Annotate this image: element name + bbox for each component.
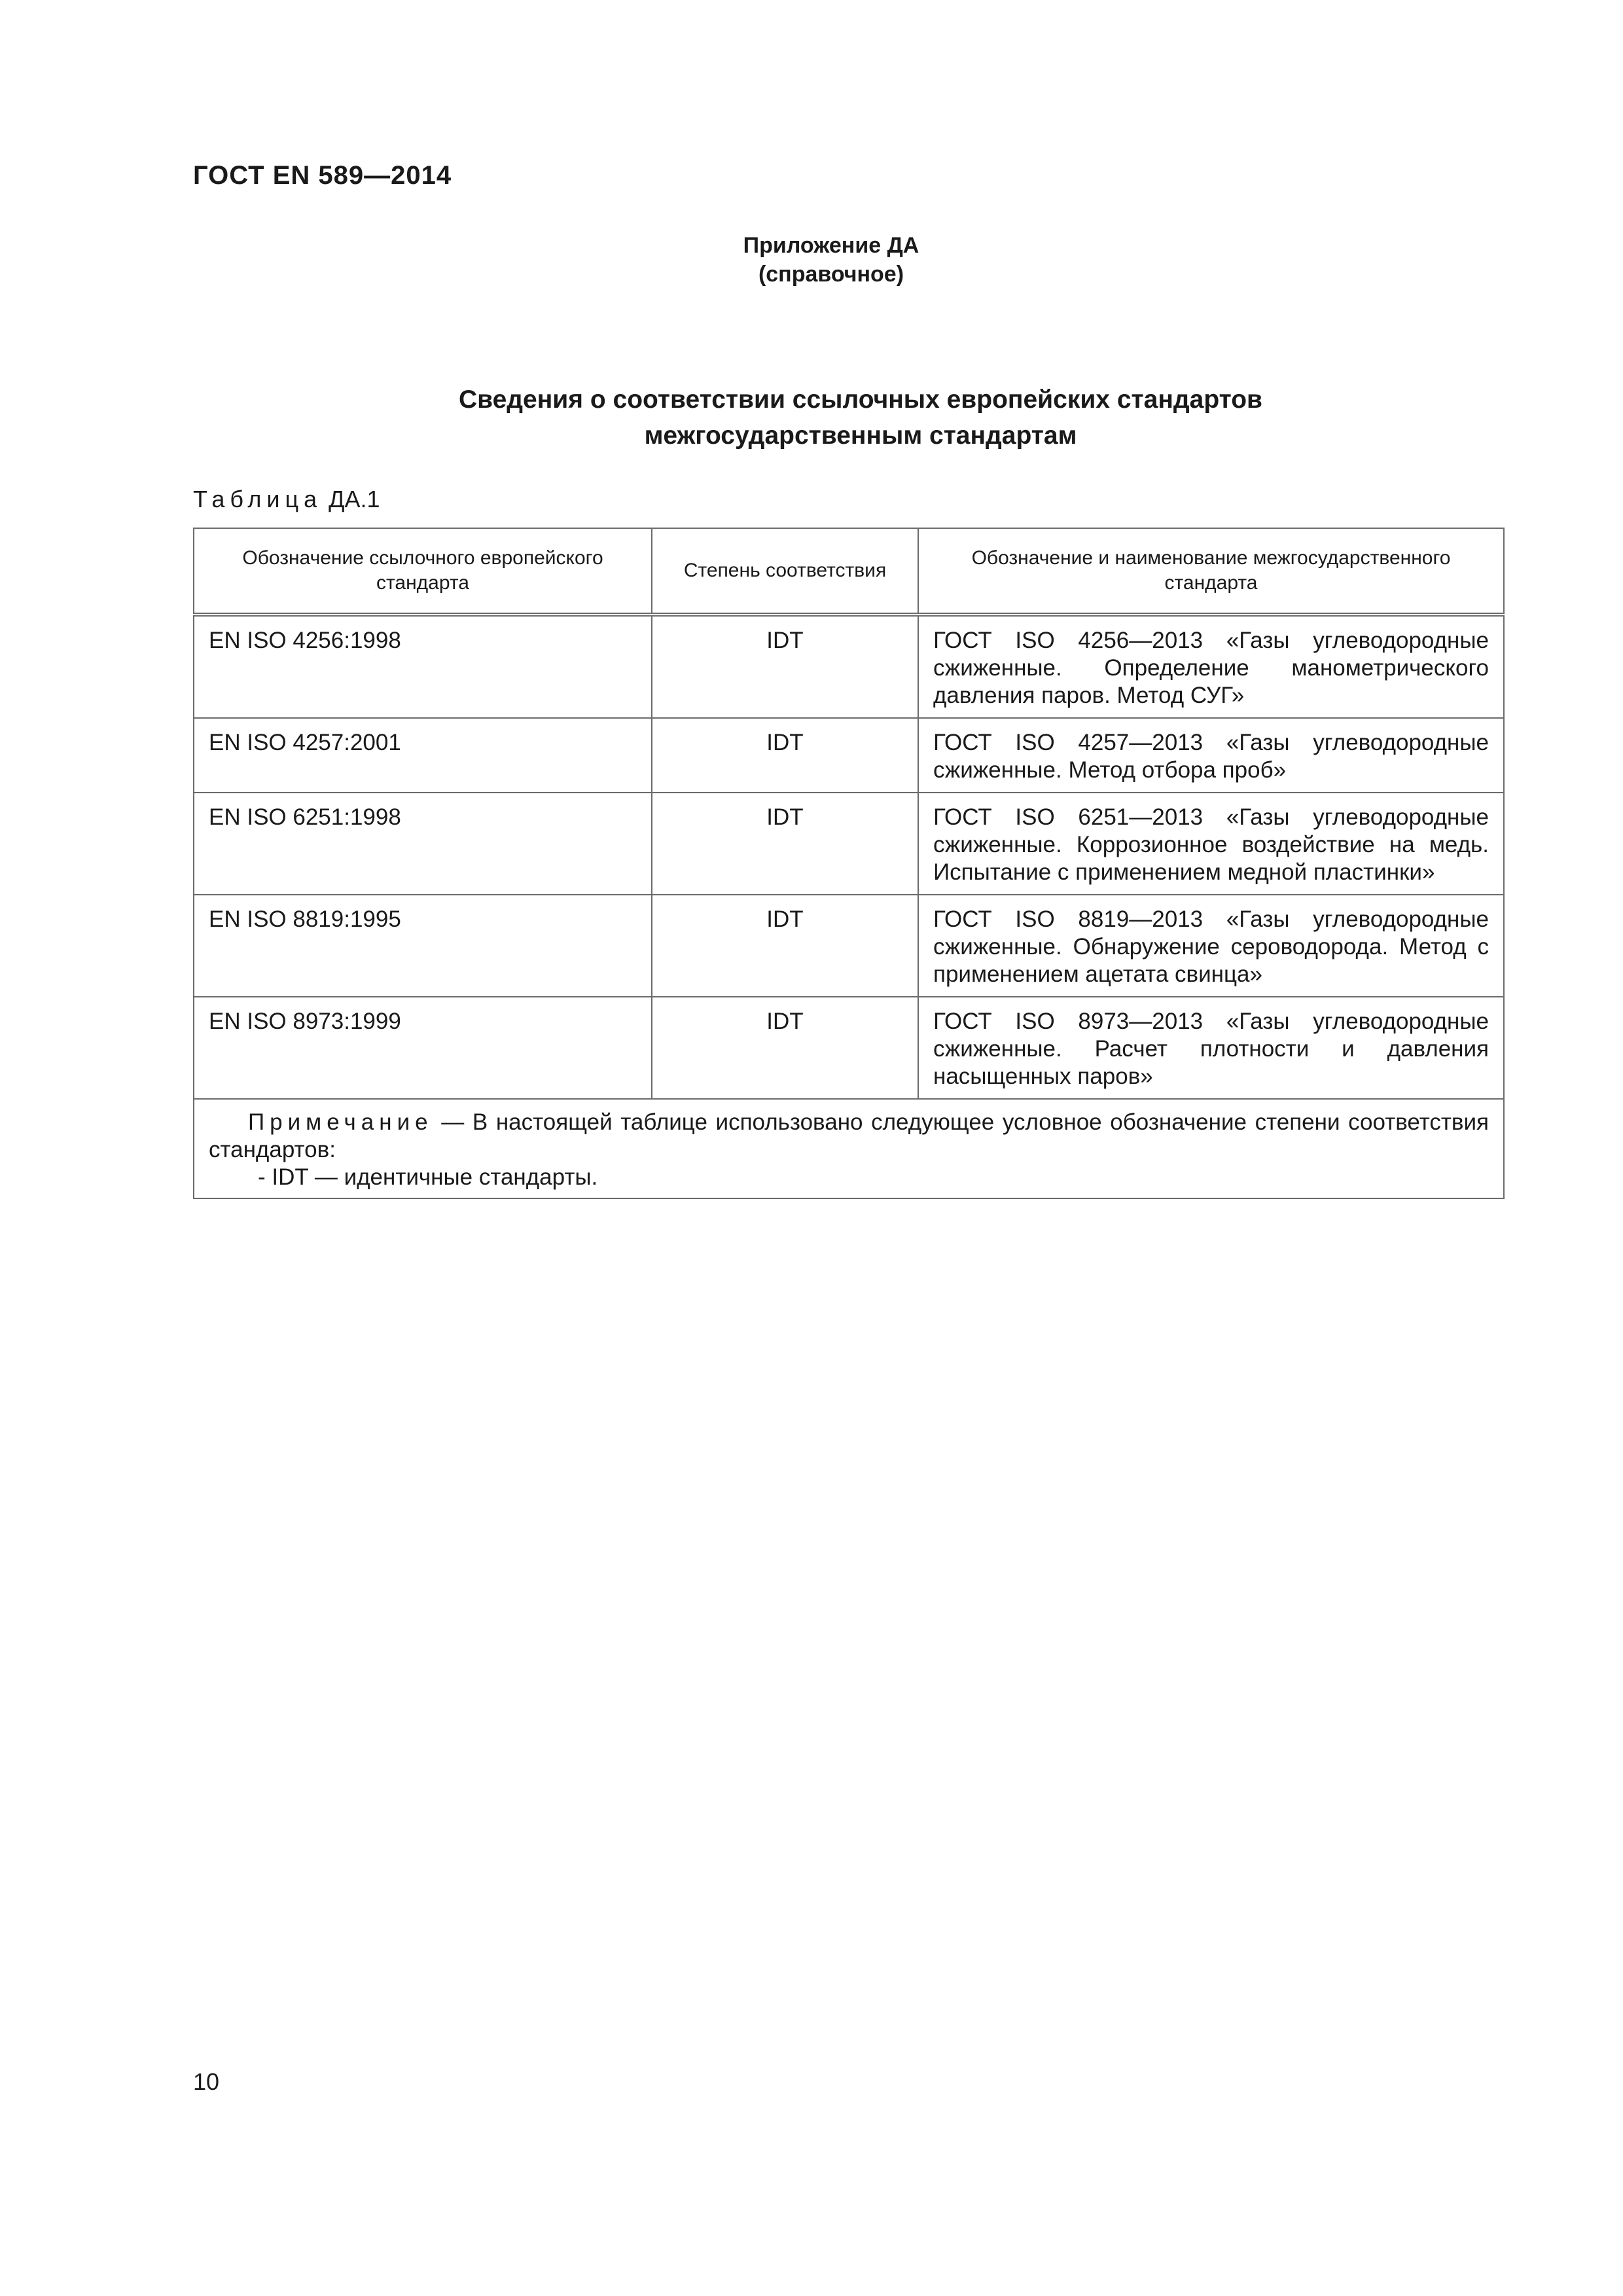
degree-cell: IDT — [652, 895, 918, 997]
national-standard-cell: ГОСТ ISO 8819—2013 «Газы углеводородные сжиженные. Обнаружение сероводорода. Метод с применением ацетата свинца» — [918, 895, 1504, 997]
table-row — [194, 997, 1504, 1099]
annex-status: (справочное) — [758, 262, 904, 287]
section-title-line-1: Сведения о соответствии ссылочных европейских стандартов — [458, 386, 1263, 414]
annex-title: Приложение ДА — [743, 233, 919, 258]
table-note-row — [194, 1099, 1504, 1198]
correspondence-table — [193, 528, 1505, 1199]
degree-cell: IDT — [652, 718, 918, 793]
note-label: Примечание — [248, 1109, 433, 1135]
table-caption-label: Таблица — [193, 486, 323, 512]
ref-standard-cell: EN ISO 8973:1999 — [194, 997, 652, 1099]
section-title-line-2: межгосударственным стандартам — [644, 422, 1077, 450]
header-ref-standard: Обозначение ссылочного европейского стандарта — [194, 528, 652, 615]
ref-standard-cell: EN ISO 4257:2001 — [194, 718, 652, 793]
degree-cell: IDT — [652, 793, 918, 895]
ref-standard-cell: EN ISO 6251:1998 — [194, 793, 652, 895]
header-degree: Степень соответствия — [652, 528, 918, 615]
table-caption-number: ДА.1 — [322, 486, 380, 512]
header-national-standard: Обозначение и наименование межгосударственного стандарта — [918, 528, 1504, 615]
ref-standard-cell: EN ISO 8819:1995 — [194, 895, 652, 997]
table-row — [194, 793, 1504, 895]
table-row — [194, 615, 1504, 718]
national-standard-cell: ГОСТ ISO 8973—2013 «Газы углеводородные сжиженные. Расчет плотности и давления насыщенных паров» — [918, 997, 1504, 1099]
degree-cell: IDT — [652, 997, 918, 1099]
page-number: 10 — [193, 2068, 220, 2095]
document-id: ГОСТ EN 589—2014 — [193, 161, 452, 190]
national-standard-cell: ГОСТ ISO 6251—2013 «Газы углеводородные сжиженные. Коррозионное воздействие на медь. Испытание с применением медной пластинки» — [918, 793, 1504, 895]
note-item: - IDT — идентичные стандарты. — [258, 1164, 598, 1190]
note-text — [209, 1109, 1489, 1164]
table-note — [194, 1099, 1504, 1198]
national-standard-cell: ГОСТ ISO 4257—2013 «Газы углеводородные сжиженные. Метод отбора проб» — [918, 718, 1504, 793]
national-standard-cell: ГОСТ ISO 4256—2013 «Газы углеводородные сжиженные. Определение манометрического давления паров. Метод СУГ» — [918, 615, 1504, 718]
note-body: — В настоящей таблице использовано следующее условное обозначение степени соответствия стандартов: — [209, 1109, 1489, 1162]
table-row — [194, 895, 1504, 997]
table-row — [194, 718, 1504, 793]
ref-standard-cell: EN ISO 4256:1998 — [194, 615, 652, 718]
table-header-row — [194, 528, 1504, 615]
table-caption — [193, 486, 380, 513]
degree-cell: IDT — [652, 615, 918, 718]
